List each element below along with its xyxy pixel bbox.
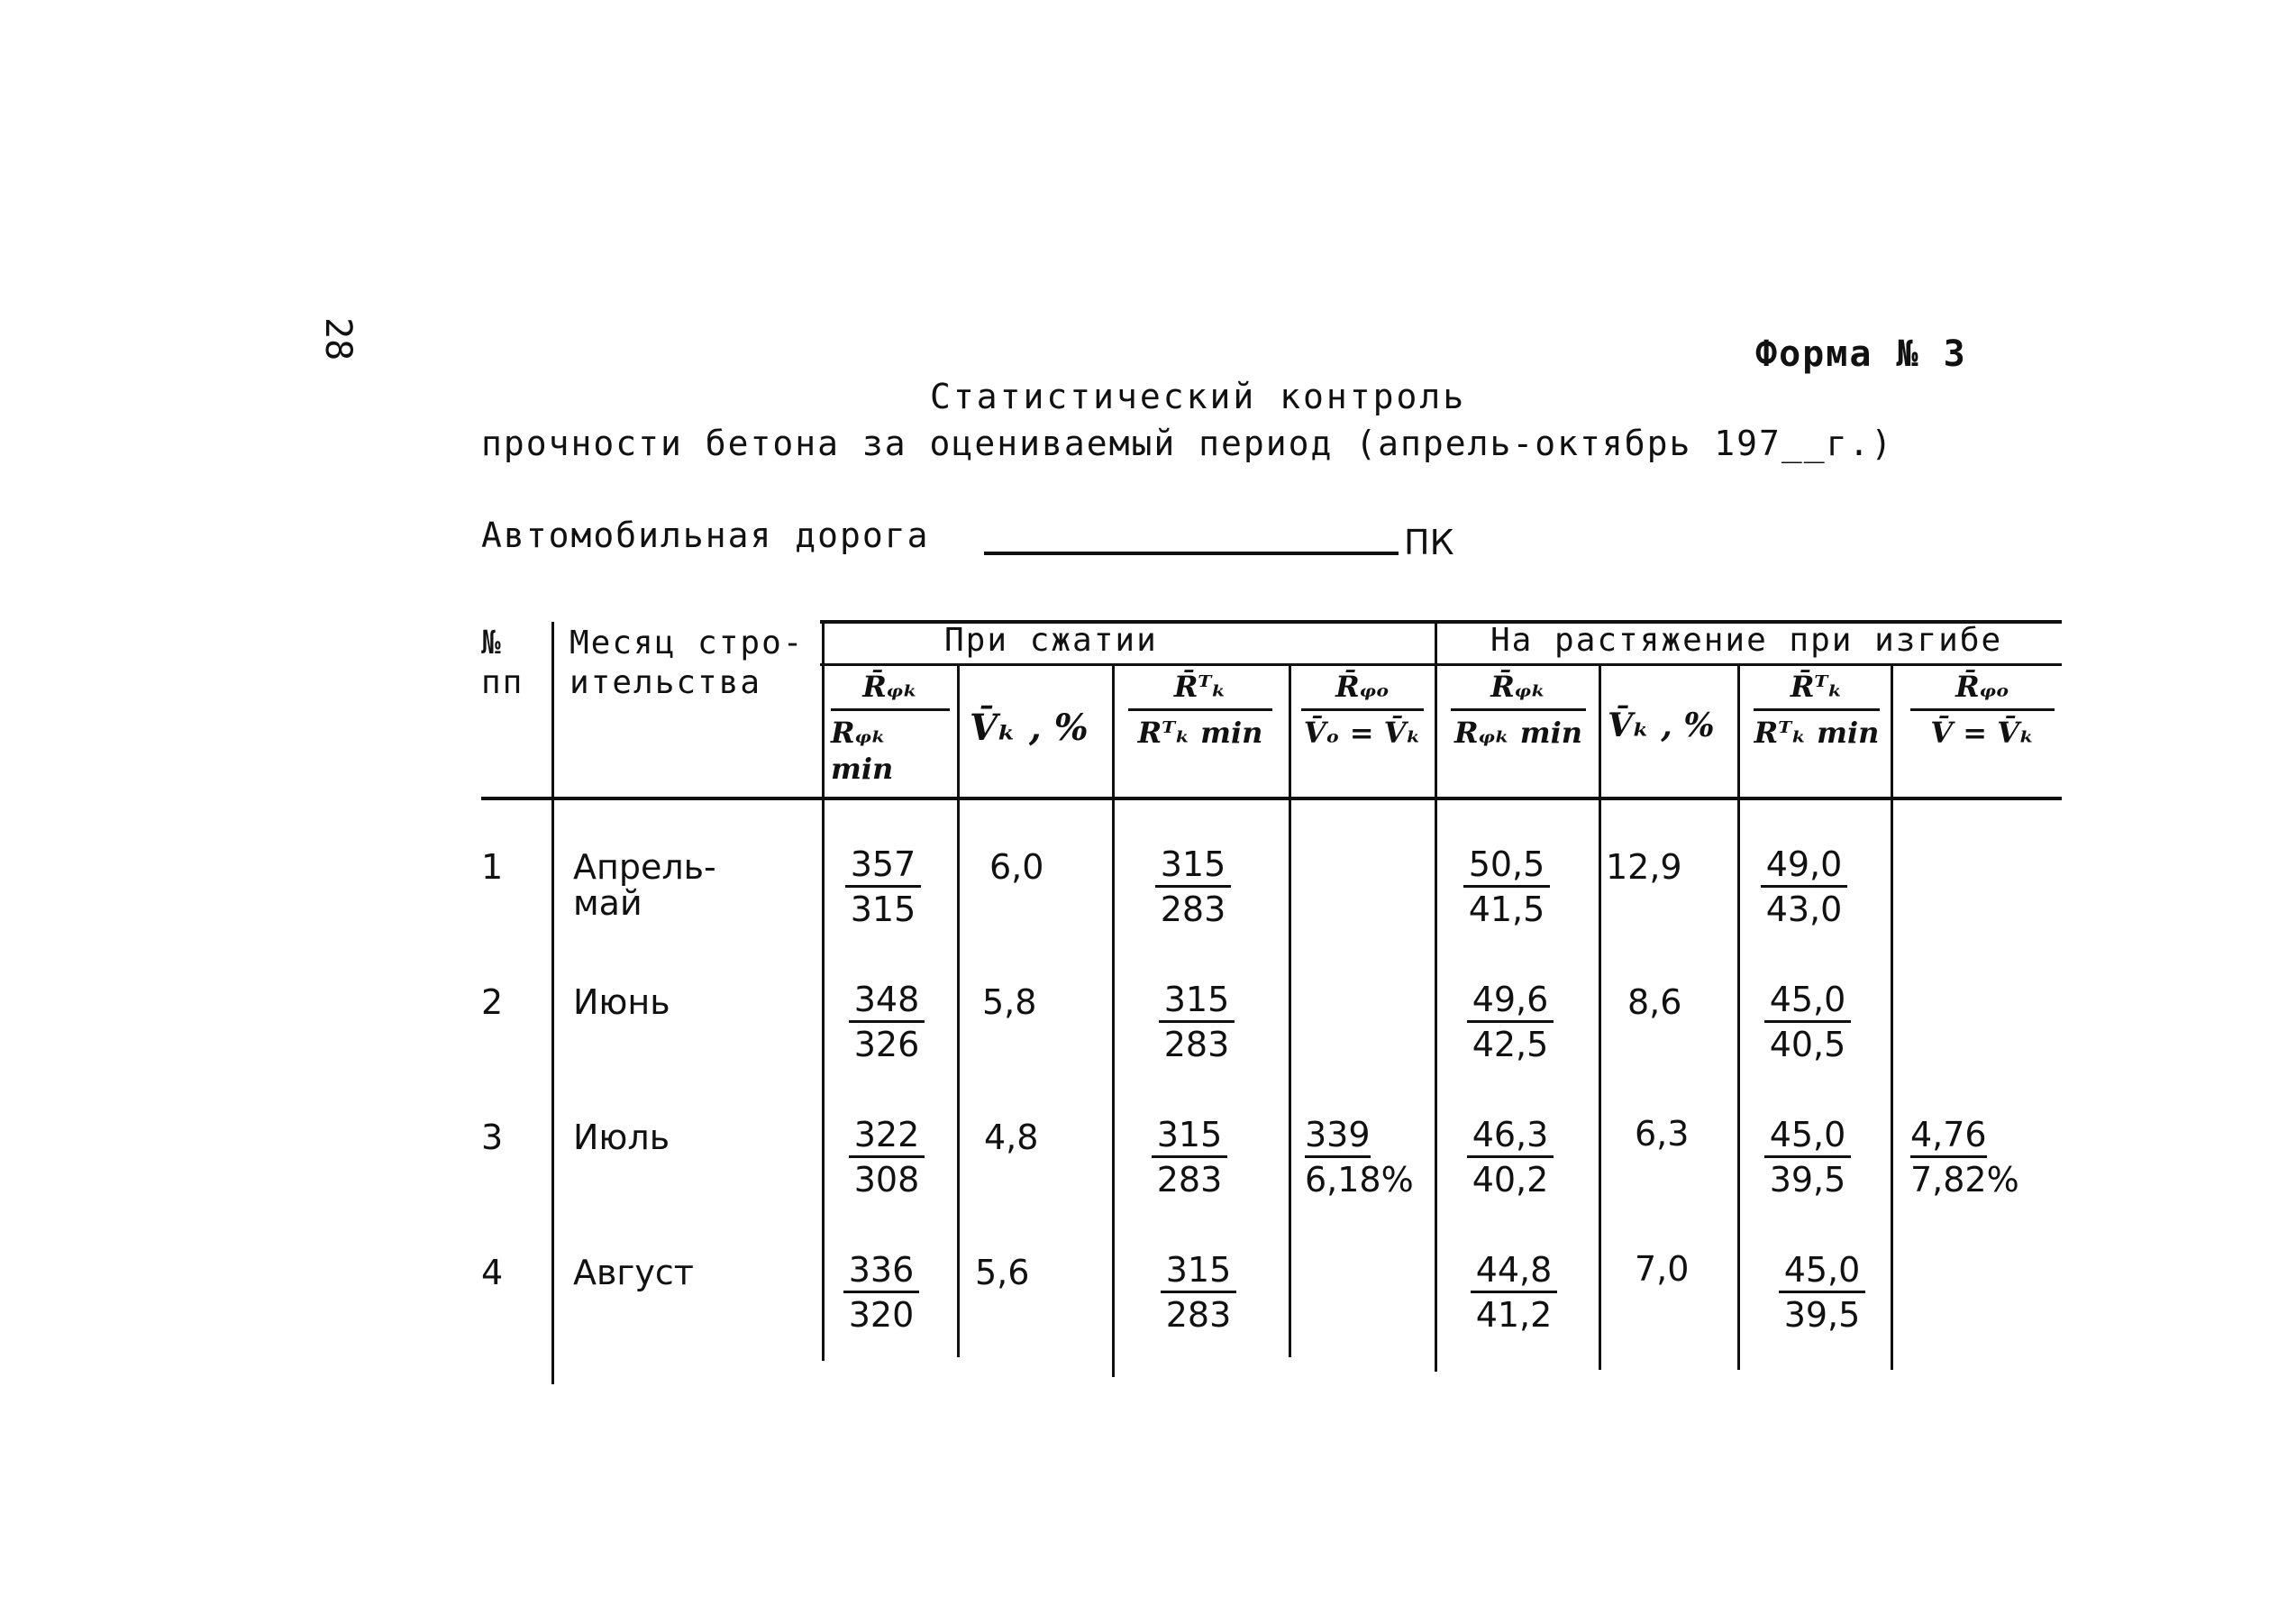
tension-vk: 6,3 [1635,1114,1690,1154]
header-bottom-rule [481,797,2062,800]
value-numerator: 357 [845,844,922,888]
subheader-rk-t-compression [1128,669,1272,751]
value-numerator: 46,3 [1467,1114,1554,1158]
value-denominator: 7,82% [1910,1160,2019,1200]
tension-rk-f [1460,1249,1568,1337]
col-divider-1 [551,622,554,1384]
subheader-rk-f-compression [831,669,950,787]
compression-vk: 4,8 [984,1118,1039,1157]
col-divider-5 [1289,663,1291,1357]
road-blank-line [984,552,1399,555]
value-denominator: 315 [850,890,916,929]
col-divider-9 [1891,663,1893,1370]
value-numerator: 315 [1159,979,1235,1023]
value-denominator: 40,2 [1472,1160,1549,1200]
subheader-rk-t-tension [1754,669,1880,751]
value-denominator: 42,5 [1472,1025,1549,1064]
subheader-denominator: V̄ₒ = V̄ₖ [1303,716,1422,750]
value-denominator: 40,5 [1769,1025,1846,1064]
compression-vk: 6,0 [989,847,1044,887]
value-denominator: 41,5 [1468,890,1545,929]
subheader-ro-f-tension [1910,669,2055,751]
group-compression-header: При сжатии [944,622,1158,659]
value-numerator: 315 [1152,1114,1228,1158]
road-label: Автомобильная дорога [481,515,930,555]
tension-rk-t [1768,1249,1876,1337]
value-denominator: 283 [1156,1160,1223,1200]
subheader-numerator: R̄ᵩₖ [862,670,918,704]
value-numerator: 348 [849,979,925,1023]
tension-vk: 12,9 [1606,847,1682,887]
value-denominator: 320 [848,1295,915,1335]
value-numerator: 49,6 [1467,979,1554,1023]
compression-rk-t [1144,1114,1235,1201]
value-numerator: 336 [843,1249,920,1293]
value-denominator: 41,2 [1475,1295,1553,1335]
value-denominator: 39,5 [1783,1295,1861,1335]
col-divider-7 [1599,663,1601,1370]
row-number: 2 [481,982,504,1022]
value-numerator: 315 [1155,844,1232,888]
subheader-rk-f-tension [1451,669,1586,751]
value-denominator: 43,0 [1765,890,1843,929]
value-numerator: 45,0 [1779,1249,1866,1293]
form-label: Форма № 3 [1755,333,1967,375]
row-number: 3 [481,1118,504,1157]
value-numerator: 49,0 [1761,844,1848,888]
tension-rk-t [1754,979,1862,1066]
subheader-denominator: Rᵀₖ min [1754,716,1880,750]
group-tension-header: На растяжение при изгибе [1490,622,2003,659]
compression-ro-f [1305,1114,1414,1201]
compression-vk: 5,8 [982,982,1037,1022]
month-name: Июль [573,1118,670,1157]
value-numerator: 44,8 [1471,1249,1558,1293]
value-numerator: 45,0 [1764,1114,1852,1158]
compression-rk-t [1153,1249,1244,1337]
compression-rk-f [842,979,932,1066]
compression-rk-f [838,844,928,931]
subheader-numerator: R̄ᵀₖ [1173,670,1227,704]
col-month-header: Месяц стро- ительства [570,625,805,701]
subheader-numerator: R̄ᵩₒ [1335,670,1390,704]
title-line-1: Статистический контроль [930,377,1467,416]
col-divider-2 [822,622,825,1361]
tension-rk-t [1750,844,1858,931]
compression-vk: 5,6 [975,1253,1030,1292]
value-numerator: 315 [1161,1249,1237,1293]
month-name: Август [573,1253,694,1292]
month-name: Июнь [573,982,670,1022]
col-divider-3 [957,663,960,1357]
tension-ro-f [1910,1114,2019,1201]
pk-label: ПК [1404,523,1454,562]
row-number: 1 [481,847,504,887]
tension-rk-f [1453,844,1561,931]
value-denominator: 326 [853,1025,920,1064]
value-numerator: 339 [1305,1114,1371,1158]
value-numerator: 322 [849,1114,925,1158]
subheader-ro-f-compression [1301,669,1424,751]
compression-rk-t [1148,844,1238,931]
subheader-vk-compression: V̄ₖ , % [970,707,1089,749]
subheader-numerator: R̄ᵀₖ [1790,670,1844,704]
subheader-denominator: Rᵀₖ min [1137,716,1263,750]
subheader-denominator: Rᵩₖ min [1454,716,1582,750]
compression-rk-t [1152,979,1242,1066]
value-denominator: 39,5 [1769,1160,1846,1200]
compression-rk-f [836,1249,926,1337]
value-numerator: 45,0 [1764,979,1852,1023]
value-numerator: 50,5 [1463,844,1551,888]
tension-rk-f [1456,979,1564,1066]
value-denominator: 283 [1163,1025,1230,1064]
col-divider-6 [1435,622,1437,1372]
value-denominator: 6,18% [1305,1160,1414,1200]
subheader-rule [820,663,2062,666]
page-number: 28 [317,317,359,361]
tension-vk: 8,6 [1627,982,1682,1022]
subheader-numerator: R̄ᵩₒ [1955,670,2009,704]
subheader-denominator: V̄ = V̄ₖ [1930,716,2035,750]
value-denominator: 283 [1160,890,1226,929]
tension-rk-t [1754,1114,1862,1201]
title-line-2: прочности бетона за оцениваемый период (апрель-октябрь 197__г.) [481,424,1894,463]
subheader-denominator: Rᵩₖ min [831,716,894,786]
col-divider-4 [1112,663,1115,1377]
value-numerator: 4,76 [1910,1114,1987,1158]
value-denominator: 308 [853,1160,920,1200]
row-number: 4 [481,1253,504,1292]
compression-rk-f [842,1114,932,1201]
month-name-cont: май [573,883,642,923]
tension-rk-f [1456,1114,1564,1201]
col-num-header: № пп [481,625,524,701]
value-denominator: 283 [1165,1295,1232,1335]
subheader-numerator: R̄ᵩₖ [1490,670,1546,704]
tension-vk: 7,0 [1635,1249,1690,1289]
col-divider-8 [1737,663,1740,1370]
month-name: Апрель- [573,847,716,887]
subheader-vk-tension: V̄ₖ , % [1608,707,1715,744]
